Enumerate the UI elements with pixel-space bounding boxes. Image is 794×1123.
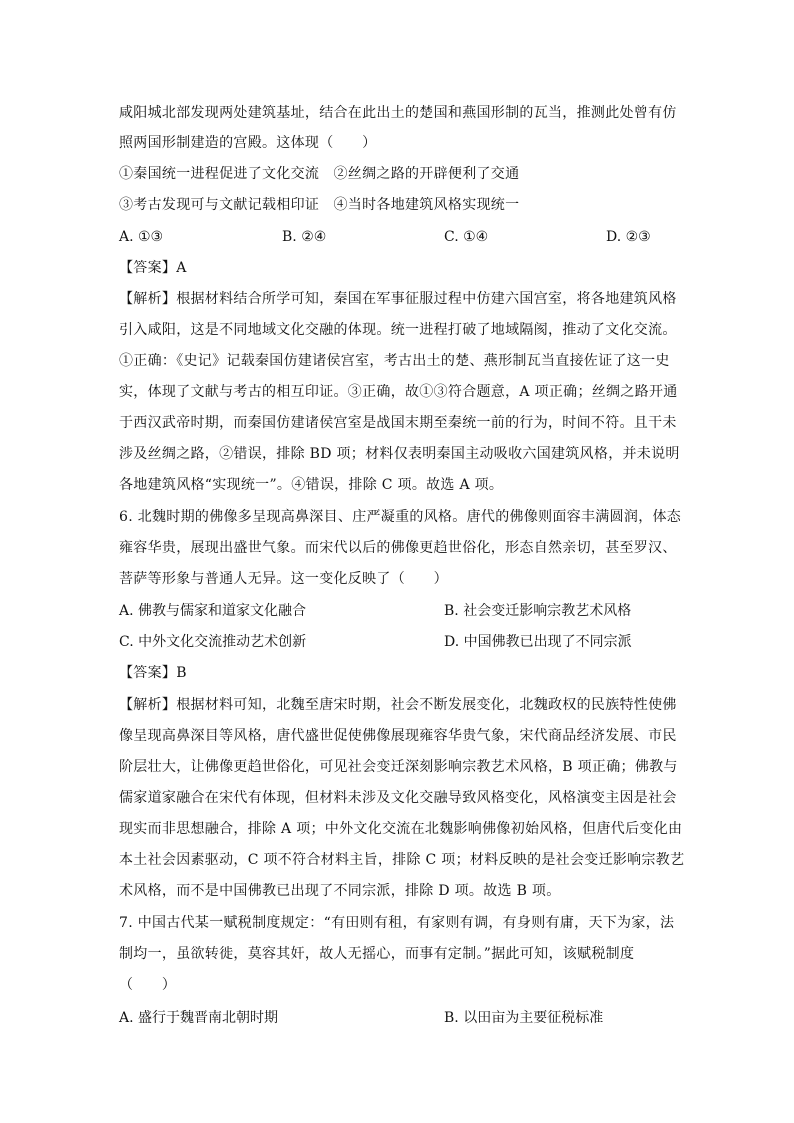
q6-option-a: A. 佛教与儒家和道家文化融合 — [119, 603, 307, 619]
q6-stem-line-2: 雍容华贵，展现出盛世气象。而宋代以后的佛像更趋世俗化，形态自然亲切，甚至罗汉、 — [119, 540, 677, 556]
q6-option-d: D. 中国佛教已出现了不同宗派 — [444, 634, 632, 650]
q6-analysis-line-1: 【解析】根据材料可知，北魏至唐宋时期，社会不断发展变化，北魏政权的民族特性使佛 — [119, 697, 677, 713]
q6-analysis-line-6: 本土社会因素驱动，C 项不符合材料主旨，排除 C 项；材料反映的是社会变迁影响宗教艺 — [119, 852, 685, 868]
q5-statement-1: ①秦国统一进程促进了文化交流 ②丝绸之路的开辟便利了交通 — [119, 166, 520, 182]
q6-stem-line-1: 6. 北魏时期的佛像多呈现高鼻深目、庄严凝重的风格。唐代的佛像则面容丰满圆润，体态 — [119, 509, 682, 525]
q5-analysis-line-5: 于西汉武帝时期，而秦国仿建诸侯宫室是战国末期至秦统一前的行为，时间不符。且干未 — [119, 415, 677, 431]
q6-option-c: C. 中外文化交流推动艺术创新 — [119, 634, 307, 650]
q6-option-b: B. 社会变迁影响宗教艺术风格 — [444, 603, 632, 619]
q6-analysis-line-7: 术风格，而不是中国佛教已出现了不同宗派，排除 D 项。故选 B 项。 — [119, 883, 561, 899]
q5-analysis-line-1: 【解析】根据材料结合所学可知，秦国在军事征服过程中仿建六国宫室，将各地建筑风格 — [119, 291, 677, 307]
q5-analysis-line-3: ①正确：《史记》记载秦国仿建诸侯宫室，考古出土的楚、燕形制瓦当直接佐证了这一史 — [119, 353, 670, 369]
q5-option-d: D. ②③ — [606, 229, 651, 245]
q5-analysis-line-7: 各地建筑风格“实现统一”。④错误，排除 C 项。故选 A 项。 — [119, 477, 504, 493]
q6-analysis-line-5: 现实而非思想融合，排除 A 项；中外文化交流在北魏影响佛像初始风格，但唐代后变化由 — [119, 821, 683, 837]
q5-statement-2: ③考古发现可与文献记载相印证 ④当时各地建筑风格实现统一 — [119, 197, 520, 213]
q7-option-b: B. 以田亩为主要征税标准 — [444, 1010, 604, 1026]
q5-option-b: B. ②④ — [282, 229, 327, 245]
q6-analysis-line-4: 儒家道家融合在宋代有体现，但材料未涉及文化交融导致风格变化，风格演变主因是社会 — [119, 790, 677, 806]
q5-answer: 【答案】A — [119, 260, 187, 276]
q5-stem-line-1: 咸阳城北部发现两处建筑基址，结合在此出土的楚国和燕国形制的瓦当，推测此处曾有仿 — [119, 105, 677, 121]
q6-analysis-line-2: 像呈现高鼻深目等风格，唐代盛世促使佛像展现雍容华贵气象，宋代商品经济发展、市民 — [119, 728, 677, 744]
q5-stem-line-2: 照两国形制建造的宫殿。这体现（ ） — [119, 135, 377, 151]
q5-option-c: C. ①④ — [444, 229, 489, 245]
q7-stem-line-3: （ ） — [119, 977, 177, 993]
q7-option-a: A. 盛行于魏晋南北朝时期 — [119, 1010, 279, 1026]
q5-analysis-line-2: 引入咸阳，这是不同地域文化交融的体现。统一进程打破了地域隔阂，推动了文化交流。 — [119, 322, 677, 338]
q7-stem-line-2: 制均一，虽欲转徙，莫容其奸，故人无摇心，而事有定制。”据此可知，该赋税制度 — [119, 946, 635, 962]
q6-answer: 【答案】B — [119, 665, 187, 681]
q7-stem-line-1: 7. 中国古代某一赋税制度规定：“有田则有租，有家则有调，有身则有庸，天下为家，法 — [119, 915, 675, 931]
q6-analysis-line-3: 阶层壮大，让佛像更趋世俗化，可见社会变迁深刻影响宗教艺术风格，B 项正确；佛教与 — [119, 759, 678, 775]
q6-stem-line-3: 菩萨等形象与普通人无异。这一变化反映了（ ） — [119, 571, 448, 587]
q5-analysis-line-4: 实，体现了文献与考古的相互印证。③正确，故①③符合题意，A 项正确；丝绸之路开通 — [119, 384, 678, 400]
q5-analysis-line-6: 涉及丝绸之路，②错误，排除 BD 项；材料仅表明秦国主动吸收六国建筑风格，并未说明 — [119, 446, 680, 462]
q5-option-a: A. ①③ — [119, 229, 164, 245]
